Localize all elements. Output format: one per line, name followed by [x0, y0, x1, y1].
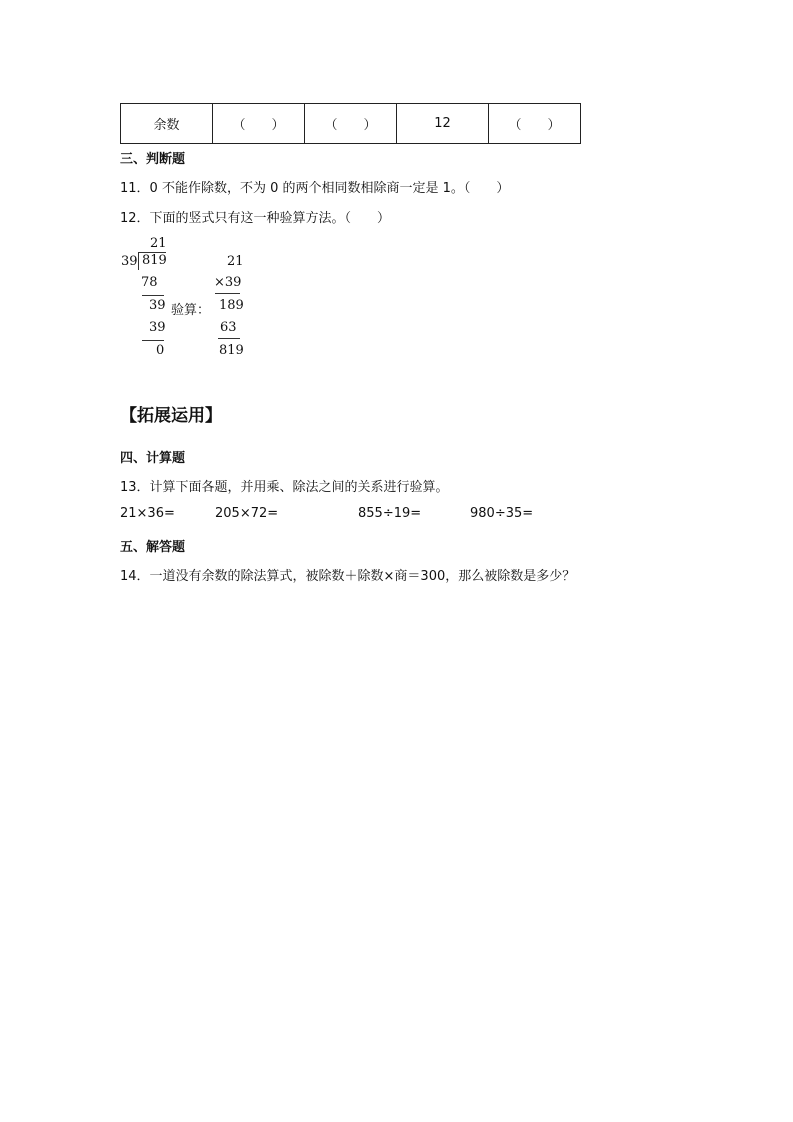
- division-quotient: 21: [150, 236, 167, 251]
- check-partial-1: 189: [219, 298, 244, 313]
- check-line-1: [215, 293, 240, 294]
- check-partial-2: 63: [220, 320, 237, 335]
- division-line-1: [142, 295, 164, 296]
- division-dividend: 819: [142, 253, 167, 268]
- division-bracket-side: [138, 252, 139, 270]
- question-14: 14．一道没有余数的除法算式，被除数＋除数×商＝300，那么被除数是多少？: [120, 569, 576, 584]
- check-label: 验算：: [171, 303, 211, 318]
- section-heading-calculation: 四、计算题: [120, 451, 186, 466]
- section-heading-judgement: 三、判断题: [120, 152, 186, 167]
- check-result: 819: [219, 343, 244, 358]
- question-13: 13．计算下面各题，并用乘、除法之间的关系进行验算。: [120, 480, 449, 495]
- table-cell-blank: （ ）: [213, 104, 305, 144]
- division-divisor: 39: [121, 254, 138, 269]
- remainder-table: [120, 103, 581, 144]
- table-cell-value: 12: [397, 104, 489, 144]
- division-step-2: 39: [149, 298, 166, 313]
- extension-title: 【拓展运用】: [120, 406, 222, 426]
- expression-3: 855÷19=: [358, 506, 422, 521]
- expression-4: 980÷35=: [470, 506, 534, 521]
- division-remainder: 0: [156, 343, 165, 358]
- table-row: [121, 104, 581, 144]
- section-heading-solution: 五、解答题: [120, 540, 186, 555]
- table-cell-label: 余数: [121, 104, 213, 144]
- table-cell-blank: （ ）: [305, 104, 397, 144]
- division-line-2: [142, 340, 164, 341]
- table-cell-blank: （ ）: [489, 104, 581, 144]
- division-step-3: 39: [149, 320, 166, 335]
- expression-1: 21×36=: [120, 506, 175, 521]
- check-multiplicand: 21: [227, 254, 244, 269]
- expression-2: 205×72=: [215, 506, 279, 521]
- question-11: 11．0 不能作除数，不为 0 的两个相同数相除商一定是 1。（ ）: [120, 181, 510, 196]
- division-step-1: 78: [141, 275, 158, 290]
- check-multiplier: ×39: [214, 275, 242, 290]
- question-12: 12．下面的竖式只有这一种验算方法。（ ）: [120, 211, 391, 226]
- check-line-2: [218, 338, 240, 339]
